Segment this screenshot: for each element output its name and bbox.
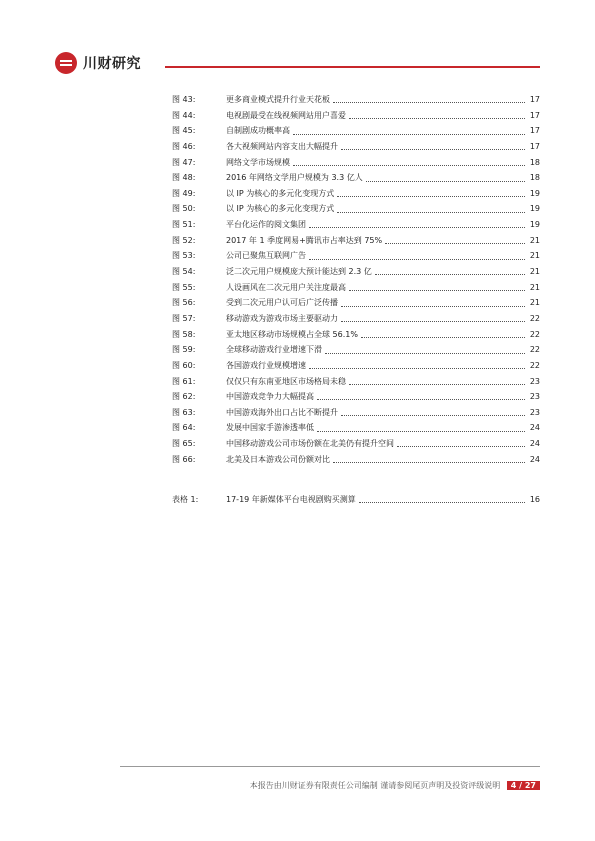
entry-label: 图 46: xyxy=(172,141,196,151)
dot-leader xyxy=(359,502,525,503)
figure-entry[interactable] xyxy=(172,201,540,217)
entry-title: 亚太地区移动市场规模占全球 56.1% xyxy=(226,329,358,339)
page-footer xyxy=(120,780,540,791)
entry-page: 18 xyxy=(529,173,540,183)
entry-page: 18 xyxy=(529,157,540,167)
dot-leader xyxy=(385,243,525,244)
figure-entry[interactable] xyxy=(172,342,540,358)
dot-leader xyxy=(349,384,525,385)
entry-title: 2016 年网络文学用户规模为 3.3 亿人 xyxy=(226,173,363,183)
entry-label: 图 48: xyxy=(172,173,196,183)
figure-entry[interactable] xyxy=(172,217,540,233)
entry-title: 17-19 年新媒体平台电视剧购买测算 xyxy=(226,495,356,504)
figure-entry[interactable] xyxy=(172,233,540,249)
page-header xyxy=(0,0,595,80)
entry-label: 图 45: xyxy=(172,126,196,136)
entry-page: 19 xyxy=(529,204,540,214)
table-index xyxy=(172,492,540,508)
entry-title: 北美及日本游戏公司份额对比 xyxy=(226,454,330,464)
entry-label: 图 52: xyxy=(172,235,196,245)
entry-label: 图 61: xyxy=(172,376,196,386)
entry-page: 17 xyxy=(529,126,540,136)
dot-leader xyxy=(366,181,525,182)
dot-leader xyxy=(309,227,525,228)
dot-leader xyxy=(337,196,525,197)
entry-label: 图 65: xyxy=(172,439,196,449)
figure-entry[interactable] xyxy=(172,186,540,202)
dot-leader xyxy=(341,415,525,416)
dot-leader xyxy=(317,399,525,400)
entry-page: 24 xyxy=(529,439,540,449)
entry-title: 受到二次元用户认可后广泛传播 xyxy=(226,298,338,308)
entry-title: 中国移动游戏公司市场份额在北美仍有提升空间 xyxy=(226,439,394,449)
figure-entry[interactable] xyxy=(172,374,540,390)
entry-page: 22 xyxy=(529,360,540,370)
dot-leader xyxy=(341,306,525,307)
entry-title: 全球移动游戏行业增速下滑 xyxy=(226,345,322,355)
entry-label: 图 63: xyxy=(172,407,196,417)
entry-page: 21 xyxy=(529,267,540,277)
entry-title: 公司已聚焦互联网广告 xyxy=(226,251,306,261)
entry-page: 17 xyxy=(529,95,540,104)
entry-page: 21 xyxy=(529,251,540,261)
figure-entry[interactable] xyxy=(172,280,540,296)
footer-divider xyxy=(120,766,540,767)
header-divider xyxy=(165,66,540,68)
entry-page: 16 xyxy=(529,495,540,504)
entry-page: 17 xyxy=(529,141,540,151)
entry-title: 中国游戏海外出口占比不断提升 xyxy=(226,407,338,417)
entry-page: 21 xyxy=(529,298,540,308)
entry-page: 22 xyxy=(529,313,540,323)
entry-title: 2017 年 1 季度网易+腾讯市占率达到 75% xyxy=(226,235,383,245)
entry-page: 21 xyxy=(529,235,540,245)
dot-leader xyxy=(325,353,525,354)
entry-title: 各大视频网站内容支出大幅提升 xyxy=(226,141,338,151)
dot-leader xyxy=(309,259,525,260)
figure-entry[interactable] xyxy=(172,327,540,343)
entry-label: 图 60: xyxy=(172,360,196,370)
entry-title: 发展中国家手游渗透率低 xyxy=(226,423,314,433)
figure-entry[interactable] xyxy=(172,139,540,155)
figure-entry[interactable] xyxy=(172,155,540,171)
dot-leader xyxy=(375,274,525,275)
entry-label: 图 50: xyxy=(172,204,196,214)
entry-label: 图 51: xyxy=(172,220,196,230)
entry-label: 图 66: xyxy=(172,454,196,464)
dot-leader xyxy=(293,134,525,135)
page-number: 4 / 27 xyxy=(507,781,540,790)
dot-leader xyxy=(293,165,525,166)
entry-title: 以 IP 为核心的多元化变现方式 xyxy=(226,204,335,214)
figure-entry[interactable] xyxy=(172,420,540,436)
entry-label: 图 44: xyxy=(172,110,196,120)
entry-label: 图 56: xyxy=(172,298,196,308)
figure-entry[interactable] xyxy=(172,123,540,139)
entry-title: 仅仅只有东南亚地区市场格局未稳 xyxy=(226,376,346,386)
dot-leader xyxy=(397,446,525,447)
entry-title: 泛二次元用户规模庞大预计能达到 2.3 亿 xyxy=(226,267,372,277)
dot-leader xyxy=(317,431,525,432)
figure-entry[interactable] xyxy=(172,92,540,108)
table-entry[interactable] xyxy=(172,492,540,508)
entry-title: 中国游戏竞争力大幅提高 xyxy=(226,392,314,402)
brand-name: 川财研究 xyxy=(83,56,141,72)
footer-disclaimer: 本报告由川财证券有限责任公司编制 谨请参阅尾页声明及投资评级说明 xyxy=(249,781,501,790)
entry-page: 19 xyxy=(529,220,540,230)
entry-label: 表格 1: xyxy=(172,495,199,504)
entry-title: 自制剧成功概率高 xyxy=(226,126,290,136)
dot-leader xyxy=(309,368,525,369)
figure-entry[interactable] xyxy=(172,295,540,311)
entry-label: 图 54: xyxy=(172,267,196,277)
entry-label: 图 64: xyxy=(172,423,196,433)
dot-leader xyxy=(341,149,525,150)
entry-label: 图 47: xyxy=(172,157,196,167)
entry-label: 图 49: xyxy=(172,188,196,198)
entry-page: 23 xyxy=(529,407,540,417)
dot-leader xyxy=(361,337,525,338)
logo-icon xyxy=(55,52,77,74)
entry-page: 24 xyxy=(529,423,540,433)
figure-entry[interactable] xyxy=(172,358,540,374)
entry-label: 图 62: xyxy=(172,392,196,402)
brand-logo xyxy=(55,52,141,74)
figure-entry[interactable] xyxy=(172,452,540,468)
entry-title: 平台化运作的阅文集团 xyxy=(226,220,306,230)
entry-page: 21 xyxy=(529,282,540,292)
entry-label: 图 59: xyxy=(172,345,196,355)
dot-leader xyxy=(349,290,525,291)
entry-title: 以 IP 为核心的多元化变现方式 xyxy=(226,188,335,198)
dot-leader xyxy=(337,212,525,213)
entry-title: 各国游戏行业规模增速 xyxy=(226,360,306,370)
figure-entry[interactable] xyxy=(172,389,540,405)
entry-title: 移动游戏为游戏市场主要驱动力 xyxy=(226,313,338,323)
figure-entry[interactable] xyxy=(172,311,540,327)
entry-title: 网络文学市场规模 xyxy=(226,157,290,167)
entry-title: 电视剧最受在线视频网站用户喜爱 xyxy=(226,110,346,120)
dot-leader xyxy=(341,321,525,322)
figure-index xyxy=(172,92,540,467)
entry-page: 23 xyxy=(529,376,540,386)
figure-entry[interactable] xyxy=(172,108,540,124)
figure-entry[interactable] xyxy=(172,405,540,421)
entry-title: 人设画风在二次元用户关注度最高 xyxy=(226,282,346,292)
figure-entry[interactable] xyxy=(172,170,540,186)
entry-title: 更多商业模式提升行业天花板 xyxy=(226,95,330,104)
dot-leader xyxy=(349,118,525,119)
entry-page: 19 xyxy=(529,188,540,198)
dot-leader xyxy=(333,462,525,463)
entry-label: 图 58: xyxy=(172,329,196,339)
figure-entry[interactable] xyxy=(172,264,540,280)
entry-page: 22 xyxy=(529,345,540,355)
entry-page: 24 xyxy=(529,454,540,464)
entry-page: 22 xyxy=(529,329,540,339)
entry-page: 23 xyxy=(529,392,540,402)
entry-label: 图 53: xyxy=(172,251,196,261)
entry-page: 17 xyxy=(529,110,540,120)
entry-label: 图 55: xyxy=(172,282,196,292)
dot-leader xyxy=(333,102,525,103)
entry-label: 图 43: xyxy=(172,95,196,104)
figure-entry[interactable] xyxy=(172,248,540,264)
entry-label: 图 57: xyxy=(172,313,196,323)
figure-entry[interactable] xyxy=(172,436,540,452)
